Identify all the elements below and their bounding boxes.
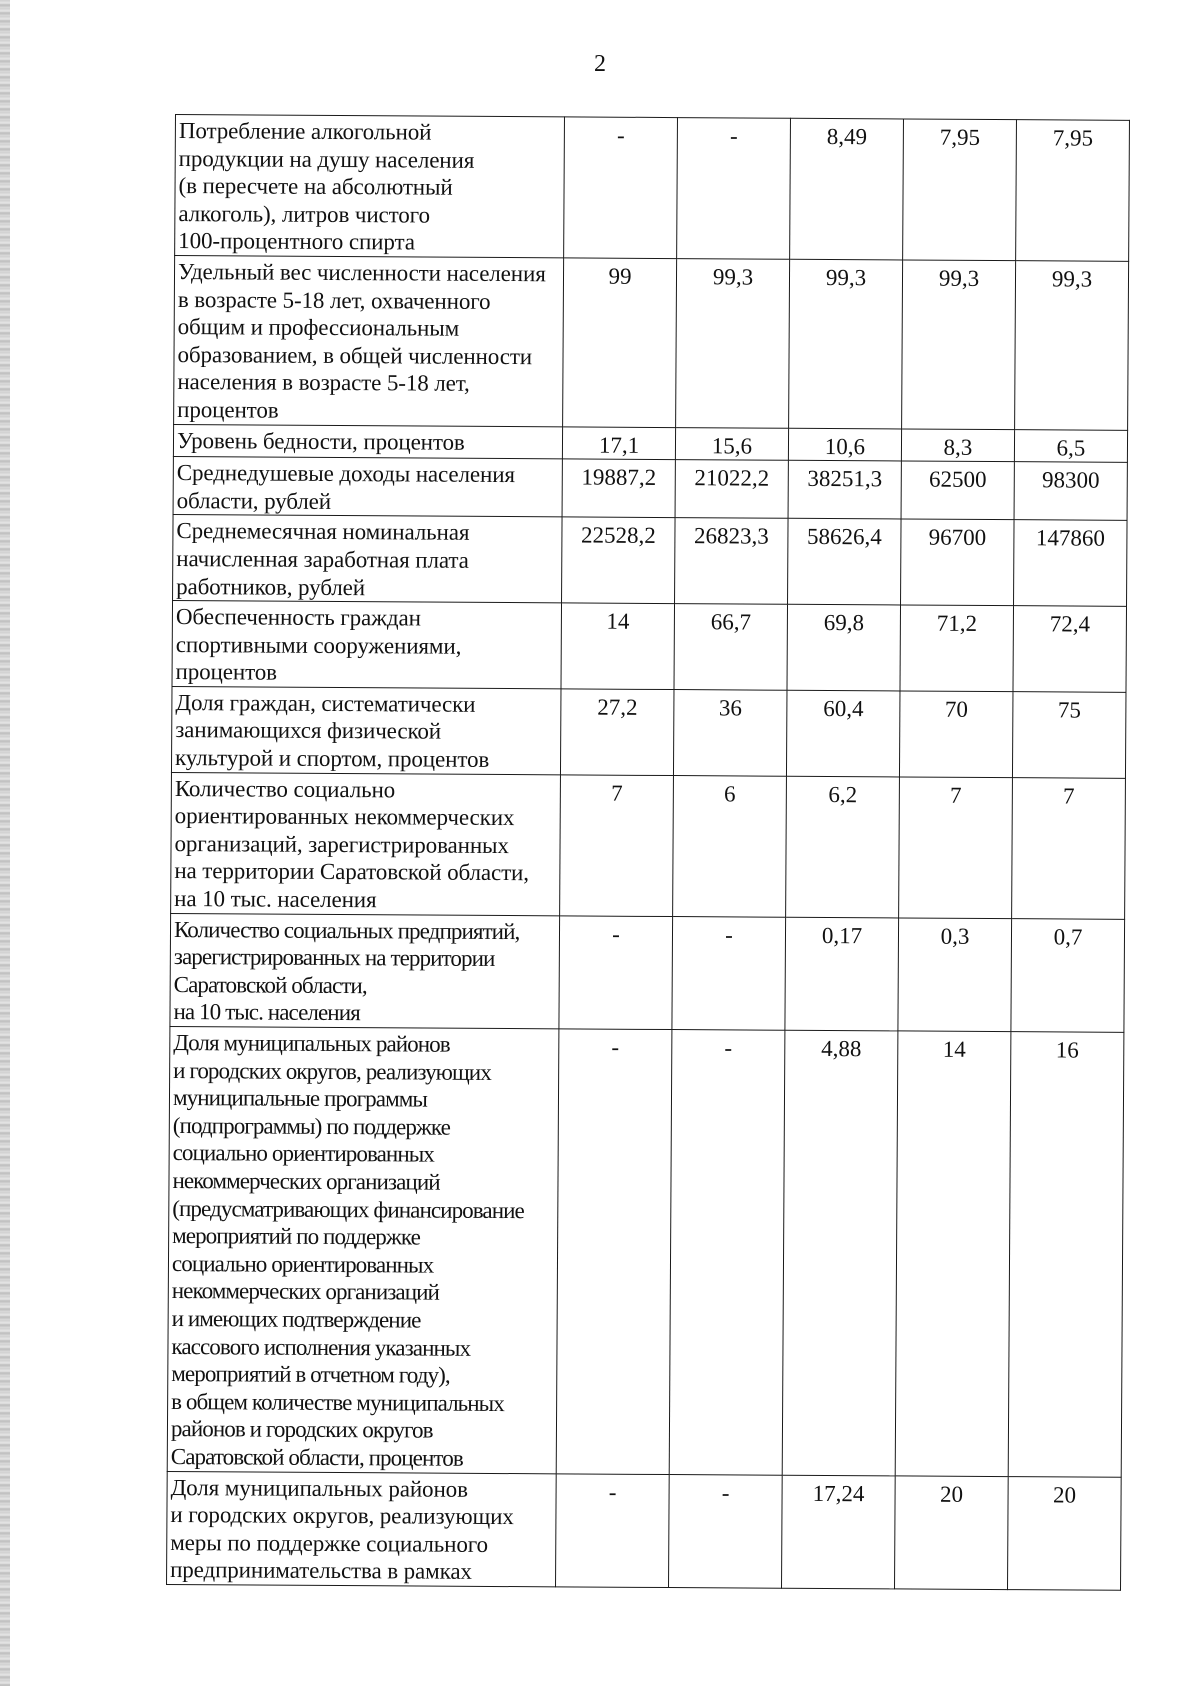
table-row bbox=[171, 686, 1126, 778]
value-cell: - bbox=[564, 117, 678, 259]
value-cell: 62500 bbox=[901, 461, 1014, 520]
indicator-label: Количество социальных предприятий, зарегистрированных на территории Саратовской области, на 10 тыс. населения bbox=[170, 913, 560, 1029]
value-cell: 147860 bbox=[1014, 520, 1128, 606]
value-cell: 58626,4 bbox=[788, 519, 902, 605]
value-cell: 60,4 bbox=[786, 690, 900, 776]
scan-edge bbox=[0, 0, 10, 1686]
value-cell: 70 bbox=[899, 691, 1013, 777]
indicators-table bbox=[166, 114, 1130, 1591]
value-cell: 16 bbox=[1008, 1032, 1124, 1477]
value-cell: 69,8 bbox=[787, 604, 901, 690]
table-row bbox=[173, 457, 1127, 521]
table-row bbox=[174, 255, 1129, 429]
value-cell: 21022,2 bbox=[675, 460, 788, 519]
value-cell: - bbox=[556, 1029, 672, 1474]
value-cell: 75 bbox=[1012, 692, 1126, 778]
indicator-label: Среднемесячная номинальная начисленная заработная плата работников, рублей bbox=[173, 515, 563, 603]
indicator-label: Уровень бедности, процентов bbox=[173, 424, 562, 459]
value-cell: 7 bbox=[1012, 777, 1126, 919]
value-cell: 99,3 bbox=[676, 259, 790, 428]
value-cell: 7,95 bbox=[903, 119, 1017, 261]
value-cell: 7 bbox=[899, 777, 1013, 919]
value-cell: 0,7 bbox=[1011, 918, 1125, 1032]
table-row bbox=[171, 772, 1126, 919]
value-cell: 22528,2 bbox=[562, 517, 676, 603]
table-row bbox=[170, 913, 1125, 1032]
value-cell: 96700 bbox=[901, 519, 1015, 605]
value-cell: 8,3 bbox=[901, 428, 1014, 461]
value-cell: 10,6 bbox=[788, 428, 901, 461]
value-cell: - bbox=[677, 118, 791, 260]
value-cell: 66,7 bbox=[674, 604, 788, 690]
value-cell: 4,88 bbox=[782, 1030, 898, 1475]
value-cell: 6,2 bbox=[786, 776, 900, 918]
value-cell: 99,3 bbox=[902, 260, 1016, 429]
value-cell: - bbox=[559, 915, 673, 1029]
value-cell: 99,3 bbox=[1015, 261, 1129, 430]
value-cell: 27,2 bbox=[560, 689, 674, 775]
indicator-label: Доля муниципальных районов и городских округов, реализующих меры по поддержке социального предпринимательства в рамках bbox=[167, 1471, 557, 1587]
value-cell: 99,3 bbox=[789, 259, 903, 428]
value-cell: 6 bbox=[673, 775, 787, 917]
value-cell: 7,95 bbox=[1016, 120, 1130, 262]
table-row bbox=[167, 1471, 1122, 1590]
value-cell: 14 bbox=[895, 1031, 1011, 1476]
value-cell: - bbox=[669, 1474, 783, 1588]
value-cell: 99 bbox=[563, 258, 677, 427]
value-cell: 0,17 bbox=[785, 917, 899, 1031]
indicator-label: Доля муниципальных районов и городских округов, реализующих муниципальные программы (подпрограммы) по поддержке социально ориентированных некоммерческих организаций (предусматривающих финансирование мероприятий по поддержке социально ориентированных некоммерческих организаций и имеющих подтверждение кассового исполнения указанных мероприятий в отчетном году), в общем количестве муниципальных районов и городских округов Саратовской области, процентов bbox=[167, 1026, 559, 1473]
value-cell: 38251,3 bbox=[788, 460, 901, 519]
value-cell: 71,2 bbox=[900, 605, 1014, 691]
value-cell: 20 bbox=[895, 1475, 1009, 1589]
value-cell: 98300 bbox=[1014, 462, 1127, 521]
value-cell: 14 bbox=[561, 603, 675, 689]
indicator-label: Доля граждан, систематически занимающихся физической культурой и спортом, процентов bbox=[171, 686, 561, 774]
value-cell: 0,3 bbox=[898, 918, 1012, 1032]
value-cell: 20 bbox=[1008, 1476, 1122, 1590]
indicator-label: Среднедушевые доходы населения области, рублей bbox=[173, 457, 562, 518]
value-cell: 17,24 bbox=[782, 1475, 896, 1589]
indicator-label: Потребление алкогольной продукции на душу населения (в пересчете на абсолютный алкоголь), литров чистого 100-процентного спирта bbox=[175, 115, 565, 258]
value-cell: - bbox=[556, 1473, 670, 1587]
value-cell: 19887,2 bbox=[562, 459, 675, 518]
value-cell: - bbox=[669, 1030, 785, 1475]
value-cell: 8,49 bbox=[790, 118, 904, 260]
table-row bbox=[173, 515, 1128, 607]
table-row bbox=[167, 1026, 1124, 1476]
value-cell: 6,5 bbox=[1014, 429, 1127, 462]
value-cell: 36 bbox=[673, 689, 787, 775]
indicator-label: Обеспеченность граждан спортивными сооружениями, процентов bbox=[172, 601, 562, 689]
table-row bbox=[172, 601, 1127, 693]
table-row bbox=[175, 115, 1130, 262]
value-cell: 26823,3 bbox=[675, 518, 789, 604]
page-number: 2 bbox=[594, 51, 606, 77]
value-cell: - bbox=[672, 916, 786, 1030]
value-cell: 15,6 bbox=[675, 427, 788, 460]
value-cell: 7 bbox=[560, 775, 674, 917]
indicator-label: Количество социально ориентированных некоммерческих организаций, зарегистрированных на территории Саратовской области, на 10 тыс. населения bbox=[171, 772, 561, 915]
indicator-label: Удельный вес численности населения в возрасте 5-18 лет, охваченного общим и профессиональным образованием, в общей численности населения в возрасте 5-18 лет, процентов bbox=[174, 255, 564, 426]
value-cell: 72,4 bbox=[1013, 606, 1127, 692]
value-cell: 17,1 bbox=[562, 426, 675, 459]
